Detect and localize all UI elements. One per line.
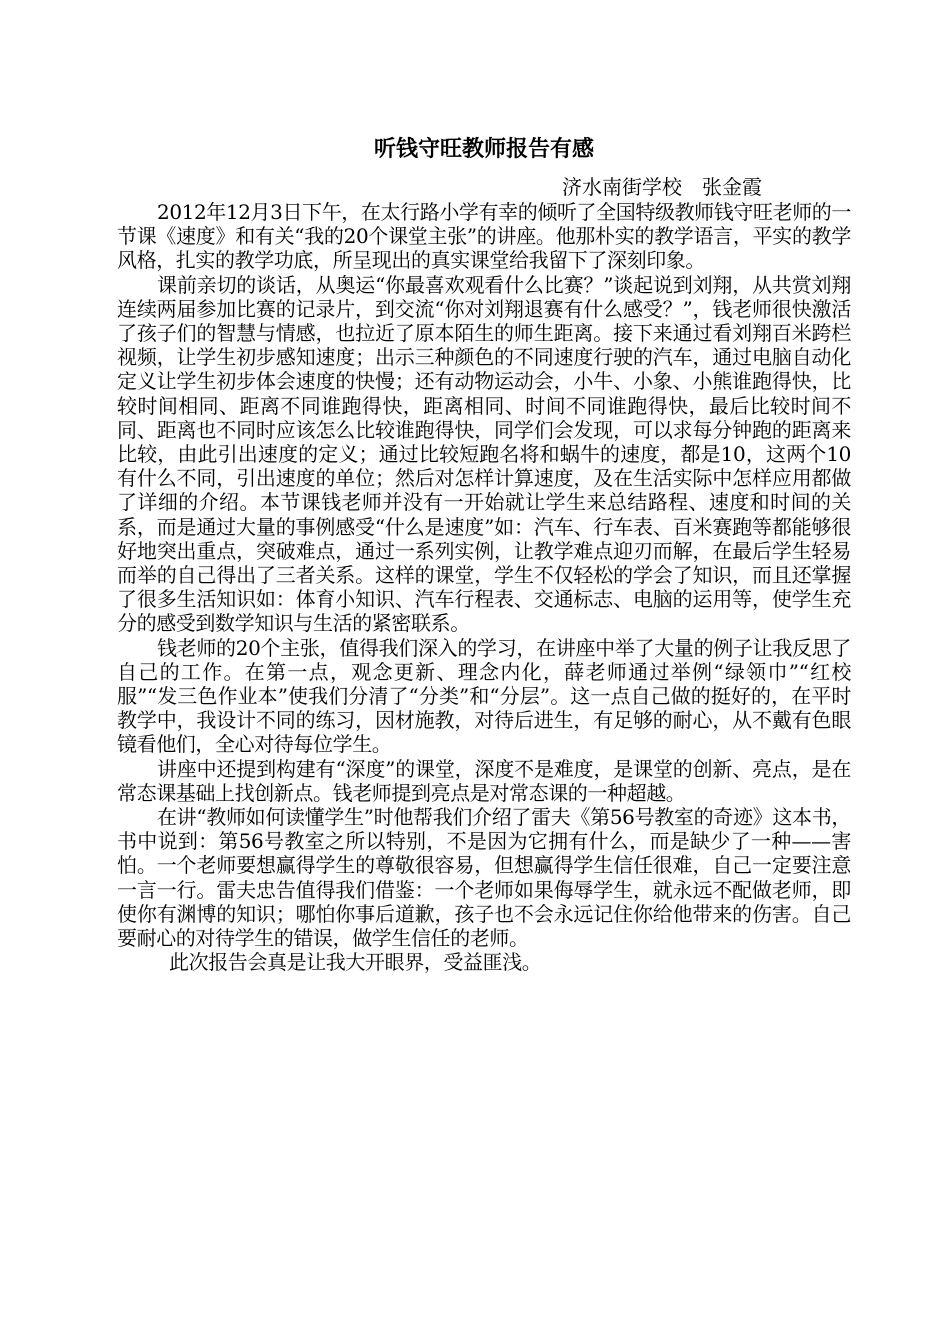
paragraph-3: 钱老师的20个主张，值得我们深入的学习，在讲座中举了大量的例子让我反思了自己的工作。在第一点，观念更新、理念内化，薛老师通过举例“绿领巾”“红校服”“发三色作业本”使我们分清了“分类”和“分层”。这一点自己做的挺好的，在平时教学中，我设计不同的练习，因材施教，对待后进生，有足够的耐心，从不戴有色眼镜看他们，全心对待每位学生。 <box>117 635 851 757</box>
paragraph-1: 2012年12月3日下午，在太行路小学有幸的倾听了全国特级教师钱守旺老师的一节课《速度》和有关“我的20个课堂主张”的讲座。他那朴实的教学语言，平实的教学风格，扎实的教学功底，所呈现出的真实课堂给我留下了深刻印象。 <box>117 200 851 273</box>
paragraph-2: 课前亲切的谈话，从奥运“你最喜欢观看什么比赛？”谈起说到刘翔，从共赏刘翔连续两届参加比赛的记录片，到交流“你对刘翔退赛有什么感受？”，钱老师很快激活了孩子们的智慧与情感，也拉近了原本陌生的师生距离。接下来通过看刘翔百米跨栏视频，让学生初步感知速度；出示三种颜色的不同速度行驶的汽车，通过电脑自动化定义让学生初步体会速度的快慢；还有动物运动会，小牛、小象、小熊谁跑得快，比较时间相同、距离不同谁跑得快，距离相同、时间不同谁跑得快，最后比较时间不同、距离也不同时应该怎么比较谁跑得快，同学们会发现，可以求每分钟跑的距离来比较，由此引出速度的定义；通过比较短跑名将和蜗牛的速度，都是10，这两个10有什么不同，引出速度的单位；然后对怎样计算速度，及在生活实际中怎样应用都做了详细的介绍。本节课钱老师并没有一开始就让学生来总结路程、速度和时间的关系，而是通过大量的事例感受“什么是速度”如：汽车、行车表、百米赛跑等都能够很好地突出重点，突破难点，通过一系列实例，让教学难点迎刃而解，在最后学生轻易而举的自己得出了三者关系。这样的课堂，学生不仅轻松的学会了知识，而且还掌握了很多生活知识如：体育小知识、汽车行程表、交通标志、电脑的运用等，使学生充分的感受到数学知识与生活的紧密联系。 <box>117 272 851 636</box>
paragraph-6: 此次报告会真是让我大开眼界，受益匪浅。 <box>169 950 542 975</box>
document-body <box>117 200 851 975</box>
document-title: 听钱守旺教师报告有感 <box>373 137 594 162</box>
paragraph-5: 在讲“教师如何读懂学生”时他帮我们介绍了雷夫《第56号教室的奇迹》这本书，书中说到：第56号教室之所以特别，不是因为它拥有什么，而是缺少了一种——害怕。一个老师要想赢得学生的尊敬很容易，但想赢得学生信任很难，自己一定要注意一言一行。雷夫忠告值得我们借鉴：一个老师如果侮辱学生，就永远不配做老师，即使你有渊博的知识；哪怕你事后道歉，孩子也不会永远记住你给他带来的伤害。自己要耐心的对待学生的错误，做学生信任的老师。 <box>117 805 851 951</box>
document-page <box>117 0 851 1344</box>
paragraph-4: 讲座中还提到构建有“深度”的课堂，深度不是难度，是课堂的创新、亮点，是在常态课基础上找创新点。钱老师提到亮点是对常态课的一种超越。 <box>117 756 851 805</box>
author-line: 济水南街学校 张金霞 <box>562 175 762 199</box>
